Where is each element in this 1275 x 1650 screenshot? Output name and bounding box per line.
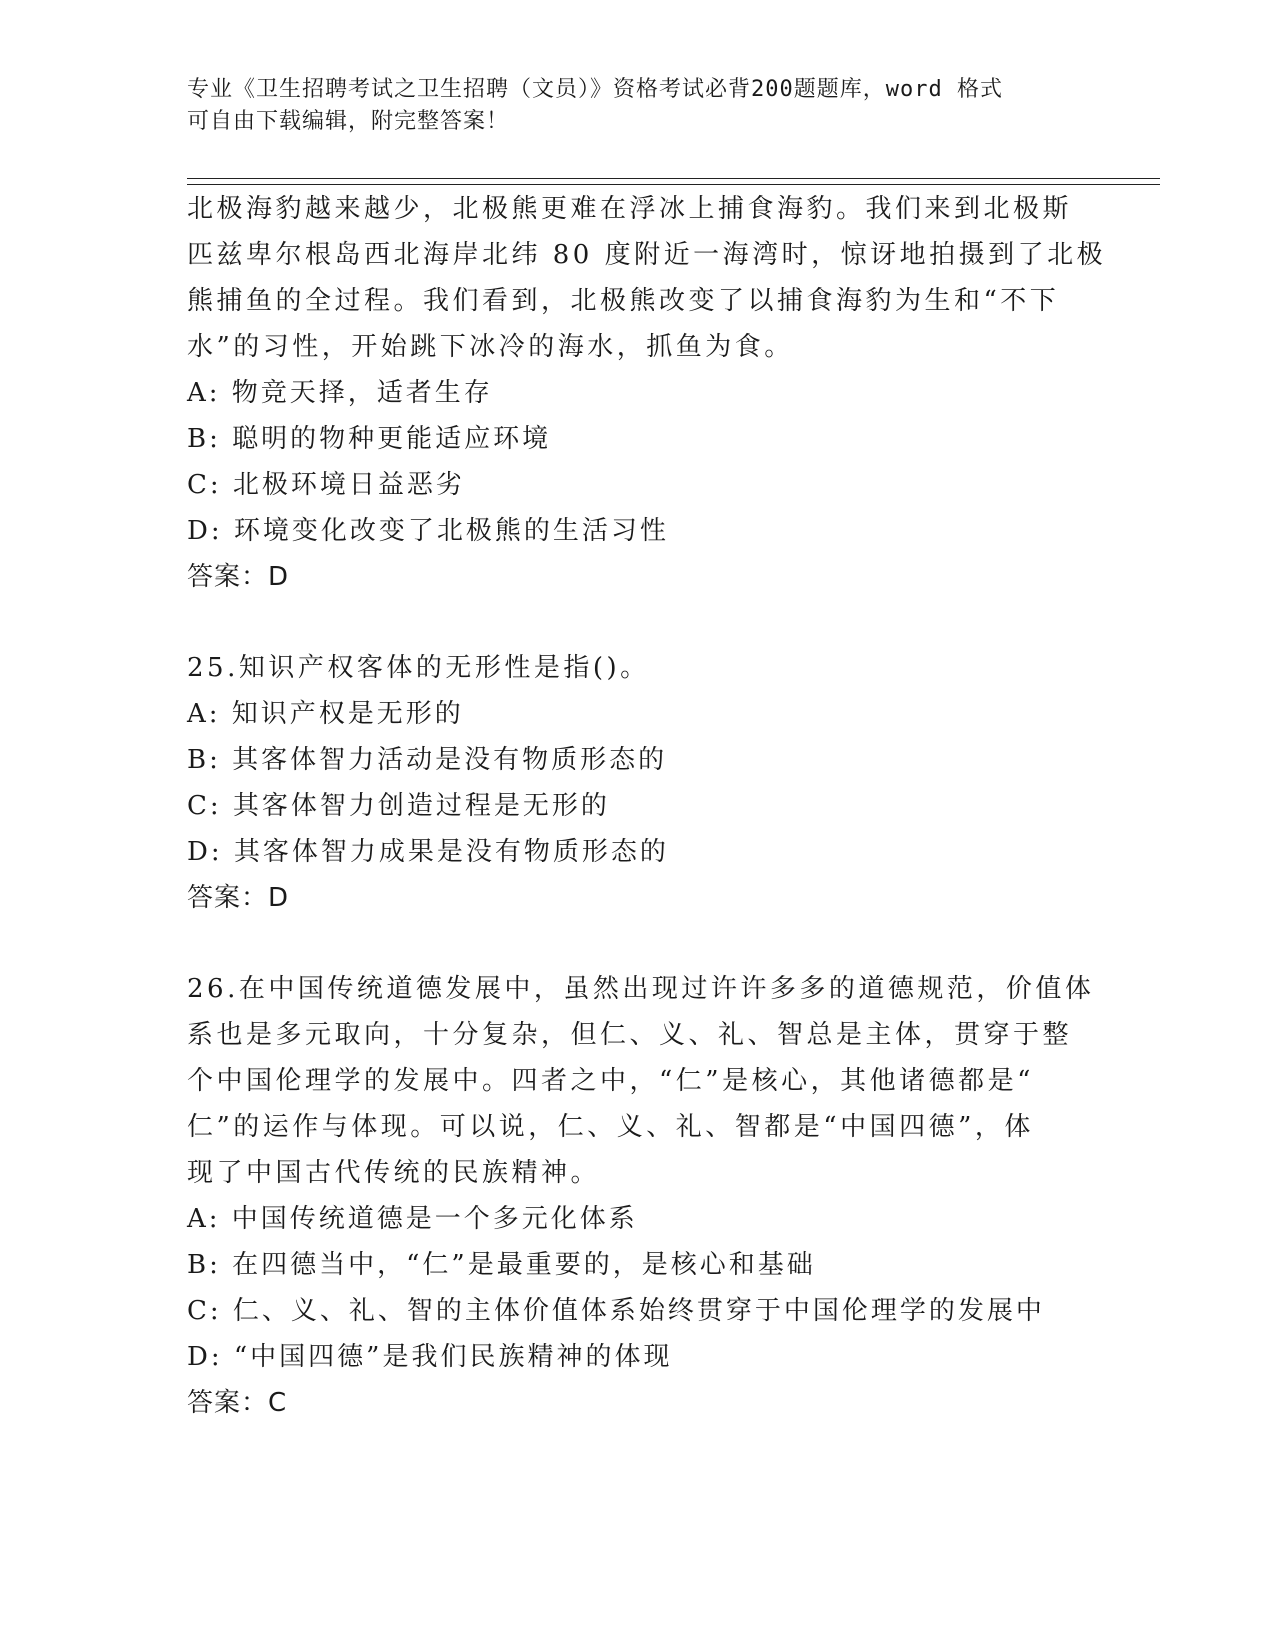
- answer-line: 答案：D: [187, 883, 290, 913]
- question-block: [187, 645, 1087, 921]
- question-stem-line: 北极海豹越来越少，北极熊更难在浮冰上捕食海豹。我们来到北极斯: [187, 194, 1073, 224]
- option-c: C: 仁、义、礼、智的主体价值体系始终贯穿于中国伦理学的发展中: [187, 1296, 1045, 1326]
- question-list: [187, 186, 1107, 1426]
- answer-line: 答案：C: [187, 1388, 288, 1418]
- question-stem-line: 水”的习性，开始跳下冰冷的海水，抓鱼为食。: [187, 332, 794, 362]
- option-d: D: 环境变化改变了北极熊的生活习性: [187, 516, 669, 546]
- question-stem-line: 匹兹卑尔根岛西北海岸北纬 80 度附近一海湾时，惊讶地拍摄到了北极: [187, 240, 1107, 270]
- option-c: C: 北极环境日益恶劣: [187, 470, 465, 500]
- option-a: A: 物竞天择，适者生存: [187, 378, 493, 408]
- option-b: B: 聪明的物种更能适应环境: [187, 424, 552, 454]
- option-b: B: 其客体智力活动是没有物质形态的: [187, 745, 668, 775]
- question-block: [187, 966, 1095, 1426]
- question-stem-line: 个中国伦理学的发展中。四者之中，“仁”是核心，其他诸德都是“: [187, 1066, 1034, 1096]
- option-d: D: 其客体智力成果是没有物质形态的: [187, 837, 669, 867]
- question-stem-line: 系也是多元取向，十分复杂，但仁、义、礼、智总是主体，贯穿于整: [187, 1020, 1073, 1050]
- question-stem-line: 仁”的运作与体现。可以说，仁、义、礼、智都是“中国四德”，体: [187, 1112, 1034, 1142]
- question-spacer: [187, 600, 1087, 645]
- question-block: [187, 186, 1107, 600]
- question-stem-line: 现了中国古代传统的民族精神。: [187, 1158, 601, 1188]
- question-spacer: [187, 921, 1087, 966]
- question-stem-line: 熊捕鱼的全过程。我们看到，北极熊改变了以捕食海豹为生和“不下: [187, 286, 1060, 316]
- header-title-line-1: 专业《卫生招聘考试之卫生招聘（文员）》资格考试必背200题题库，word 格式: [187, 77, 1003, 102]
- option-a: A: 知识产权是无形的: [187, 699, 464, 729]
- option-a: A: 中国传统道德是一个多元化体系: [187, 1204, 638, 1234]
- question-stem-line: 25.知识产权客体的无形性是指()。: [187, 653, 650, 683]
- answer-line: 答案：D: [187, 562, 290, 592]
- header-rule-top: [187, 178, 1160, 179]
- header-rule-bottom: [187, 184, 1160, 185]
- option-b: B: 在四德当中，“仁”是最重要的，是核心和基础: [187, 1250, 816, 1280]
- header-title-line-2: 可自由下载编辑，附完整答案！: [187, 109, 510, 134]
- option-d: D: “中国四德”是我们民族精神的体现: [187, 1342, 673, 1372]
- document-header: [187, 74, 1087, 138]
- option-c: C: 其客体智力创造过程是无形的: [187, 791, 610, 821]
- question-stem-line: 26.在中国传统道德发展中，虽然出现过许许多多的道德规范，价值体: [187, 974, 1095, 1004]
